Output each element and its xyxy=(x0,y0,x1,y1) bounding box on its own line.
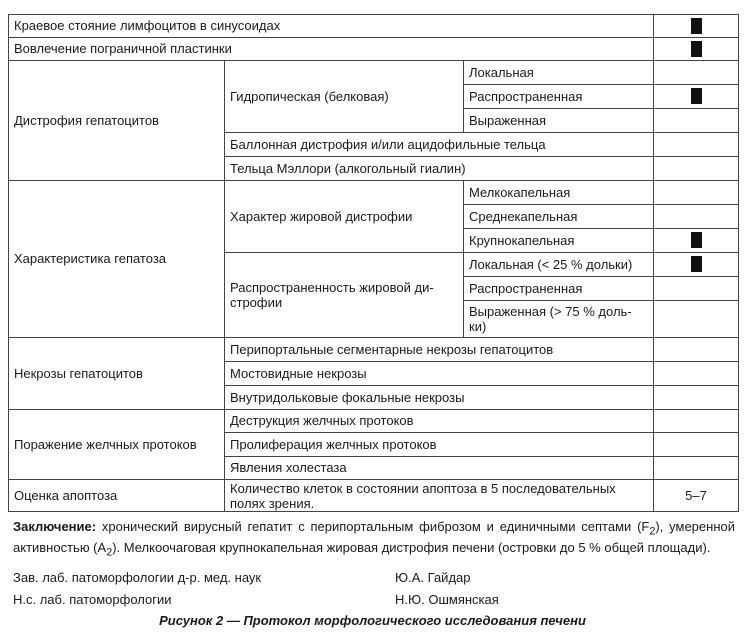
row-kraevoe-label: Краевое стояние лимфоцитов в синусоидах xyxy=(14,18,281,33)
conclusion-text-2: ), умеренной активностью (A xyxy=(13,519,735,555)
item-vnutridolkovye: Внутридольковые фокальные некрозы xyxy=(230,389,465,405)
item-mellori: Тельца Мэллори (алкогольный гиалин) xyxy=(230,160,466,176)
item-lokalnaya-25: Локальная (< 25 % дольки) xyxy=(469,256,633,272)
conclusion-sub-2: 2 xyxy=(106,546,113,559)
group-apoptoz: Оценка апоптоза xyxy=(14,488,118,503)
conclusion-label: Заключение: xyxy=(13,519,97,534)
item-krupnokapelnaya: Крупнокапельная xyxy=(469,232,575,248)
row-vovlechenie-value xyxy=(653,37,739,60)
item-lokalnaya-25-value xyxy=(653,252,739,276)
signature-position-1: Зав. лаб. патоморфологии д-р. мед. наук xyxy=(13,570,262,585)
filled-mark xyxy=(691,88,702,104)
item-rasprostranennaya-2: Распространенная xyxy=(469,280,583,296)
subgroup-gidropicheskaya: Гидропическая (белковая) xyxy=(230,88,389,104)
figure-caption: Рисунок 2 — Протокол морфологического исследования печени xyxy=(159,613,586,628)
filled-mark xyxy=(691,232,702,248)
group-nekrozy: Некрозы гепатоцитов xyxy=(14,365,143,381)
signature-name-1: Ю.А. Гайдар xyxy=(395,570,471,585)
conclusion-text-3: ). Мелкоочаговая крупнокапельная жировая дистрофия печени (островки до 5 % общей площади). xyxy=(112,539,711,555)
item-krupnokapelnaya-value xyxy=(653,228,739,252)
item-vyrazhennaya: Выраженная xyxy=(469,112,547,128)
subgroup-rasprostranennost: Распространенность жировой ди- строфии xyxy=(230,279,434,310)
item-periportalnye: Перипортальные сегментарные некрозы гепатоцитов xyxy=(230,341,554,357)
group-gepatoz: Характеристика гепатоза xyxy=(14,251,167,266)
signature-position-2: Н.с. лаб. патоморфологии xyxy=(13,592,172,607)
item-melkokapelnaya: Мелкокапельная xyxy=(469,184,571,200)
filled-mark xyxy=(691,41,702,57)
row-kraevoe-value xyxy=(653,14,739,37)
item-destrukcia: Деструкция желчных протоков xyxy=(230,413,414,428)
filled-mark xyxy=(691,256,702,272)
row-vovlechenie-label: Вовлечение пограничной пластинки xyxy=(14,41,232,56)
conclusion-sub-1: 2 xyxy=(649,525,656,538)
protocol-table xyxy=(8,14,739,512)
item-mostovidnye: Мостовидные некрозы xyxy=(230,365,367,381)
item-holestaz: Явления холестаза xyxy=(230,460,347,475)
item-apoptoz-value: 5–7 xyxy=(685,488,707,503)
filled-mark xyxy=(691,18,702,34)
item-rasprostranennaya-value xyxy=(653,84,739,108)
subgroup-harakter: Характер жировой дистрофии xyxy=(230,208,413,224)
item-apoptoz-desc: Количество клеток в состоянии апоптоза в 5 последовательных полях зрения. xyxy=(230,480,616,511)
item-ballonnaya: Баллонная дистрофия и/или ацидофильные тельца xyxy=(230,136,546,152)
group-protoki: Поражение желчных протоков xyxy=(14,436,197,452)
conclusion xyxy=(13,519,735,560)
signature-name-2: Н.Ю. Ошмянская xyxy=(395,592,499,607)
item-proliferacia: Пролиферация желчных протоков xyxy=(230,436,437,452)
group-distrofia: Дистрофия гепатоцитов xyxy=(14,112,159,128)
item-rasprostranennaya: Распространенная xyxy=(469,88,583,104)
item-vyrazhennaya-75: Выраженная (> 75 % доль- ки) xyxy=(469,303,632,334)
item-lokalnaya: Локальная xyxy=(469,64,534,80)
conclusion-text-1: хронический вирусный гепатит с перипортальным фиброзом и единичными септами (F xyxy=(96,519,650,534)
item-srednekapelnaya: Среднекапельная xyxy=(469,208,578,224)
